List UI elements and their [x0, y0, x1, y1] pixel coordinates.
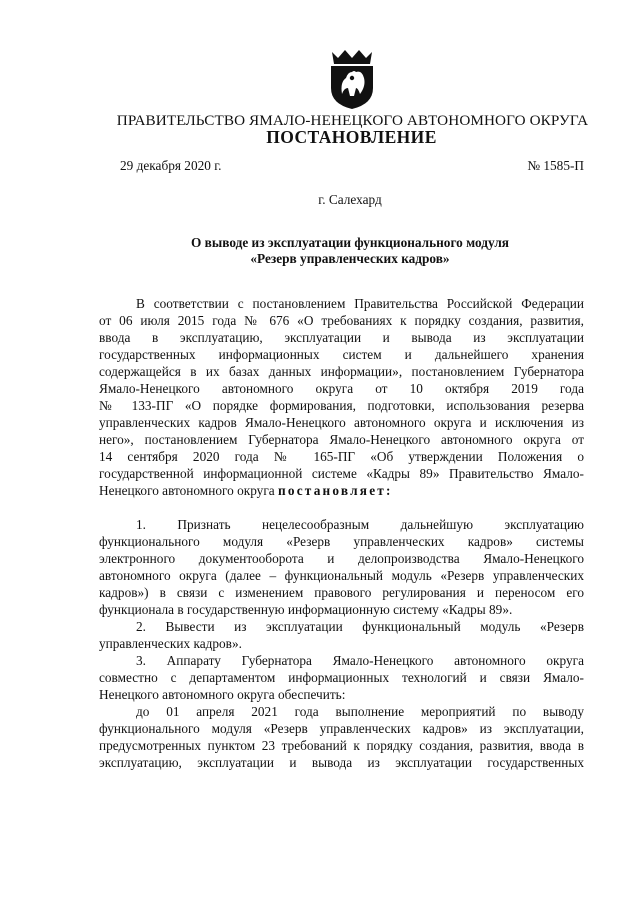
body-line: [99, 482, 584, 499]
body-line: до 01 апреля 2021 года выполнение мероприятий по выводу: [136, 704, 584, 719]
coat-of-arms-emblem: [326, 48, 378, 110]
body-line: автономного округа (далее – функциональный модуль «Резерв управленческих: [99, 568, 584, 583]
title-line: О выводе из эксплуатации функционального модуля: [191, 235, 509, 250]
document-number: № 1585-П: [527, 158, 584, 173]
body-line: 2. Вывести из эксплуатации функциональный модуль «Резерв: [136, 619, 584, 634]
body-line: ввода в эксплуатацию, эксплуатации и вывода из эксплуатации: [99, 330, 584, 345]
body-line: от 06 июля 2015 года № 676 «О требованиях к порядку создания, развития,: [99, 313, 584, 328]
body-line: электронного документооборота и делопроизводства Ямало-Ненецкого: [99, 551, 584, 566]
document-date: 29 декабря 2020 г.: [120, 158, 222, 173]
body-line: В соответствии с постановлением Правительства Российской Федерации: [136, 296, 584, 311]
document-city: г. Салехард: [318, 192, 382, 207]
body-line: управленческих кадров Ямало-Ненецкого автономного округа и исключения из: [99, 415, 584, 430]
organization-name: ПРАВИТЕЛЬСТВО ЯМАЛО-НЕНЕЦКОГО АВТОНОМНОГО ОКРУГА: [116, 112, 589, 129]
body-line: государственной информационной системе «Кадры 89» Правительство Ямало-: [99, 466, 584, 481]
document-title: [0, 235, 640, 267]
title-line: «Резерв управленческих кадров»: [250, 251, 450, 266]
decree-word: постановляет:: [278, 483, 393, 498]
body-text: Ненецкого автономного округа: [99, 483, 278, 498]
body-line: функционального модуля «Резерв управленческих кадров» системы: [99, 534, 584, 549]
body-line: Ямало-Ненецкого автономного округа от 10 октября 2019 года: [99, 381, 584, 396]
body-line: 3. Аппарату Губернатора Ямало-Ненецкого автономного округа: [136, 653, 584, 668]
body-line: функционального модуля «Резерв управленческих кадров» из эксплуатации,: [99, 721, 584, 736]
body-line: 1. Признать нецелесообразным дальнейшую эксплуатацию: [136, 517, 584, 532]
document-body: [99, 295, 584, 771]
body-line: эксплуатацию, эксплуатации и вывода из эксплуатации государственных: [99, 755, 584, 770]
body-line: управленческих кадров».: [99, 636, 242, 651]
body-line: совместно с департаментом информационных технологий и связи Ямало-: [99, 670, 584, 685]
body-line: кадров») в связи с изменением правового регулирования и переносом его: [99, 585, 584, 600]
body-line: № 133-ПГ «О порядке формирования, подготовки, использования резерва: [99, 398, 584, 413]
body-line: 14 сентября 2020 года № 165-ПГ «Об утверждении Положения о: [99, 449, 584, 464]
body-line: государственных информационных систем и дальнейшего хранения: [99, 347, 584, 362]
body-line: содержащейся в их базах данных информации», постановлением Губернатора: [99, 364, 584, 379]
body-line: функционала в государственную информационную систему «Кадры 89».: [99, 602, 513, 617]
document-type: ПОСТАНОВЛЕНИЕ: [266, 127, 437, 147]
body-line: Ненецкого автономного округа обеспечить:: [99, 687, 346, 702]
body-line: него», постановлением Губернатора Ямало-Ненецкого автономного округа от: [99, 432, 584, 447]
body-line: предусмотренных пунктом 23 требований к порядку создания, развития, ввода в: [99, 738, 584, 753]
